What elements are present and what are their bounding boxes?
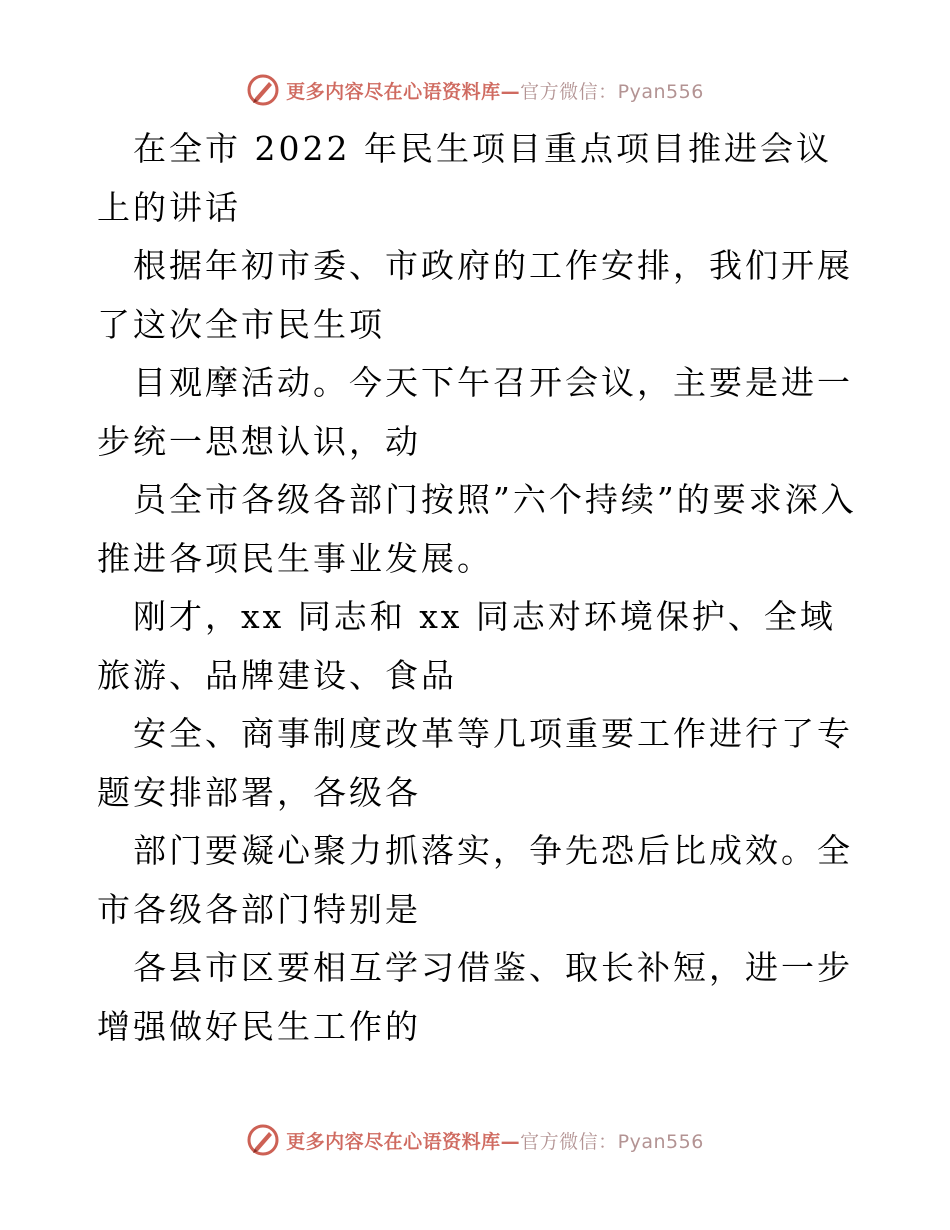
watermark-text [286,77,704,104]
paragraph-title: 在全市 2022 年民生项目重点项目推进会议上的讲话 [97,129,832,227]
watermark-wechat: 官方微信：Pyan556 [520,1130,704,1153]
paragraph: 安全、商事制度改革等几项重要工作进行了专题安排部署，各级各 [97,714,853,812]
paragraph: 根据年初市委、市政府的工作安排，我们开展了这次全市民生项 [97,246,853,344]
watermark-text [286,1127,704,1154]
paragraph: 各县市区要相互学习借鉴、取长补短，进一步增强做好民生工作的 [97,948,853,1046]
red-circle-pen-logo-icon [246,1123,280,1157]
watermark-separator: — [500,80,521,103]
paragraph: 目观摩活动。今天下午召开会议，主要是进一步统一思想认识，动 [97,363,853,461]
watermark-brand: 更多内容尽在心语资料库 [286,1130,501,1153]
paragraph: 员全市各级各部门按照”六个持续”的要求深入推进各项民生事业发展。 [97,480,857,578]
paragraph: 刚才，xx 同志和 xx 同志对环境保护、全域旅游、品牌建设、食品 [97,597,836,695]
watermark-wechat: 官方微信：Pyan556 [520,80,704,103]
red-circle-pen-logo-icon [246,73,280,107]
document-body [97,120,857,1056]
header-watermark [0,70,950,110]
paragraph: 部门要凝心聚力抓落实，争先恐后比成效。全市各级各部门特别是 [97,831,853,929]
watermark-brand: 更多内容尽在心语资料库 [286,80,501,103]
footer-watermark [0,1120,950,1160]
watermark-separator: — [500,1130,521,1153]
